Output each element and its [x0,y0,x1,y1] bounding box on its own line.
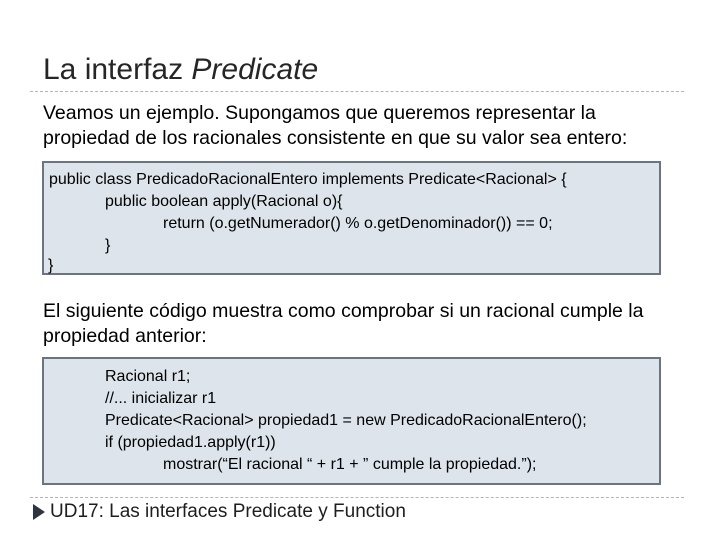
code2-line-2: //... inicializar r1 [105,390,217,407]
code-block-usage [42,357,661,485]
intro-line-1: Veamos un ejemplo. Supongamos que queremos representar la [43,102,596,124]
second-line-1: El siguiente código muestra como comprobar si un racional cumple la [43,300,644,322]
code1-line-2: public boolean apply(Racional o){ [105,193,343,210]
code2-line-1: Racional r1; [105,368,191,385]
intro-paragraph [43,101,627,151]
code2-line-3: Predicate<Racional> propiedad1 = new PredicadoRacionalEntero(); [105,412,587,429]
title-emphasis: Predicate [191,53,319,86]
footer-divider [30,497,684,498]
code-block-class-definition [42,161,661,275]
title-prefix: La interfaz [43,53,192,86]
second-line-2: propiedad anterior: [43,325,207,347]
code1-line-1: public class PredicadoRacionalEntero implements Predicate<Racional> { [49,171,567,188]
code1-line-3: return (o.getNumerador() % o.getDenominador()) == 0; [163,215,553,232]
second-paragraph [43,299,643,349]
code2-line-4: if (propiedad1.apply(r1)) [105,434,276,451]
triangle-bullet-icon [33,504,45,520]
slide-title [43,50,318,88]
title-divider [30,91,684,92]
footer-text: UD17: Las interfaces Predicate y Function [50,501,406,522]
code1-line-4: } [105,237,111,254]
code2-line-5: mostrar(“El racional “ + r1 + ” cumple la propiedad.”); [163,456,537,473]
code1-line-5: } [48,257,54,274]
intro-line-2: propiedad de los racionales consistente en que su valor sea entero: [43,127,628,149]
